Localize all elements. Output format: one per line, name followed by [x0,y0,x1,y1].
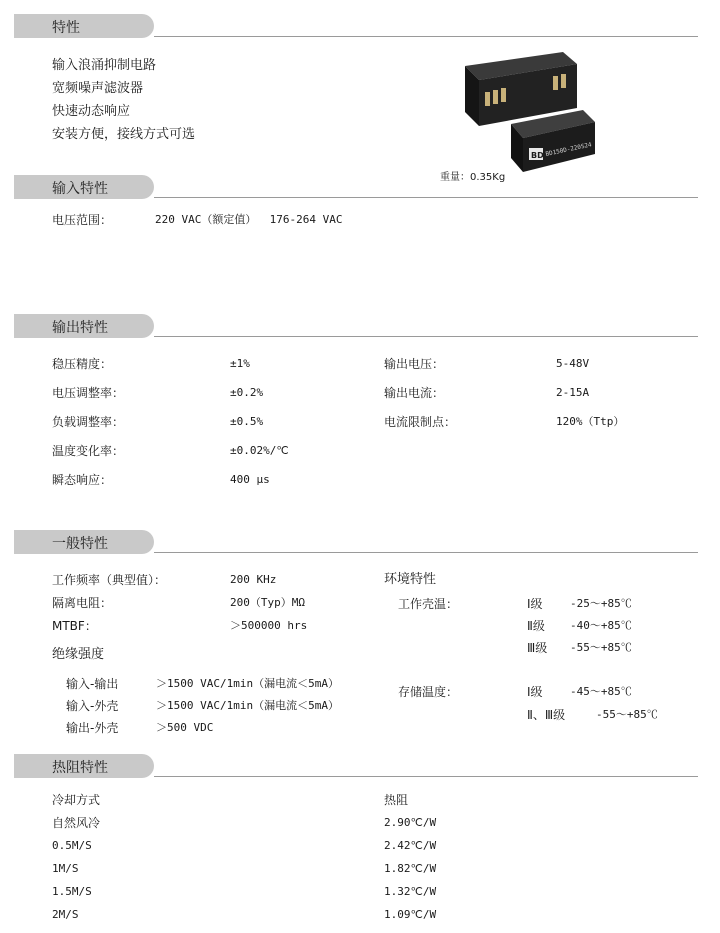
spec-label: 稳压精度： [52,357,113,371]
spec-label: 电流限制点： [384,415,457,429]
table-cell-mode: 1M/S [52,862,79,875]
grade-range: -55～+85℃ [570,641,632,654]
section-title: 特性 [52,20,80,36]
table-cell-mode: 0.5M/S [52,839,92,852]
grade-label: Ⅱ、Ⅲ级 [527,708,566,722]
divider [154,197,698,198]
spec-value: ＞500 VDC [156,721,214,734]
section-title: 热阻特性 [52,760,108,776]
module-brand: BD [531,151,544,160]
table-cell-mode: 2M/S [52,908,79,921]
spec-value: 400 μs [230,473,270,486]
spec-label: 工作壳温： [398,597,459,611]
table-cell-mode: 1.5M/S [52,885,92,898]
table-header-cooling: 冷却方式 [52,793,101,807]
spec-value: ＞1500 VAC/1min（漏电流＜5mA） [156,699,339,712]
spec-value: 2-15A [556,386,590,399]
section-tab [14,530,154,554]
divider [154,552,698,553]
spec-label: 工作频率（典型值）： [52,573,167,587]
spec-label: 电压调整率： [52,386,125,400]
spec-label: 输入-外壳 [66,699,119,713]
spec-label: MTBF： [52,619,97,633]
spec-value: ＞1500 VAC/1min（漏电流＜5mA） [156,677,339,690]
feature-item: 安装方便，接线方式可选 [52,127,196,142]
feature-item: 输入浪涌抑制电路 [52,58,157,73]
table-cell-value: 1.09℃/W [384,908,437,921]
subheading-insulation: 绝缘强度 [52,647,105,662]
spec-label: 隔离电阻： [52,596,113,610]
product-image [445,46,595,176]
module-model: BD150D-220S24 [544,141,593,158]
section-header-features [14,14,698,38]
divider [154,36,698,37]
grade-range: -45～+85℃ [570,685,632,698]
spec-value: ±1% [230,357,250,370]
feature-item: 宽频噪声滤波器 [52,81,144,96]
section-header-output [14,314,698,338]
spec-value: ±0.2% [230,386,264,399]
table-header-resistance: 热阻 [384,793,409,807]
section-tab [14,14,154,38]
section-title: 一般特性 [52,536,108,552]
spec-label: 存储温度： [398,685,459,699]
spec-value: ＞500000 hrs [230,619,308,632]
spec-value: ±0.02%/℃ [230,444,289,457]
table-cell-value: 1.82℃/W [384,862,437,875]
grade-label: Ⅰ级 [527,597,543,611]
grade-range: -25～+85℃ [570,597,632,610]
grade-label: Ⅱ级 [527,619,545,633]
spec-value: 5-48V [556,357,590,370]
section-title: 输入特性 [52,181,108,197]
grade-range: -40～+85℃ [570,619,632,632]
table-cell-value: 2.42℃/W [384,839,437,852]
spec-value: 200 KHz [230,573,277,586]
spec-label: 输入-输出 [66,677,119,691]
spec-label: 电压范围： [52,213,113,227]
spec-label: 负载调整率： [52,415,125,429]
feature-item: 快速动态响应 [52,104,131,119]
spec-value: ±0.5% [230,415,264,428]
spec-value: 220 VAC（额定值） 176-264 VAC [155,213,343,226]
spec-value: 200（Typ）MΩ [230,596,305,609]
spec-label: 输出-外壳 [66,721,119,735]
section-header-general [14,530,698,554]
section-tab [14,314,154,338]
spec-value: 120%（Ttp） [556,415,625,428]
divider [154,776,698,777]
subheading-environment: 环境特性 [384,572,437,587]
divider [154,336,698,337]
table-cell-value: 2.90℃/W [384,816,437,829]
section-header-thermal [14,754,698,778]
spec-label: 瞬态响应： [52,473,113,487]
table-cell-value: 1.32℃/W [384,885,437,898]
table-cell-mode: 自然风冷 [52,816,101,830]
section-tab [14,754,154,778]
section-header-input [14,175,698,199]
spec-label: 输出电流： [384,386,445,400]
section-title: 输出特性 [52,320,108,336]
spec-label: 输出电压： [384,357,445,371]
spec-label: 温度变化率： [52,444,125,458]
section-tab [14,175,154,199]
grade-label: Ⅰ级 [527,685,543,699]
grade-label: Ⅲ级 [527,641,548,655]
weight-label: 重量：0.35Kg [440,172,506,183]
grade-range: -55～+85℃ [596,708,658,721]
